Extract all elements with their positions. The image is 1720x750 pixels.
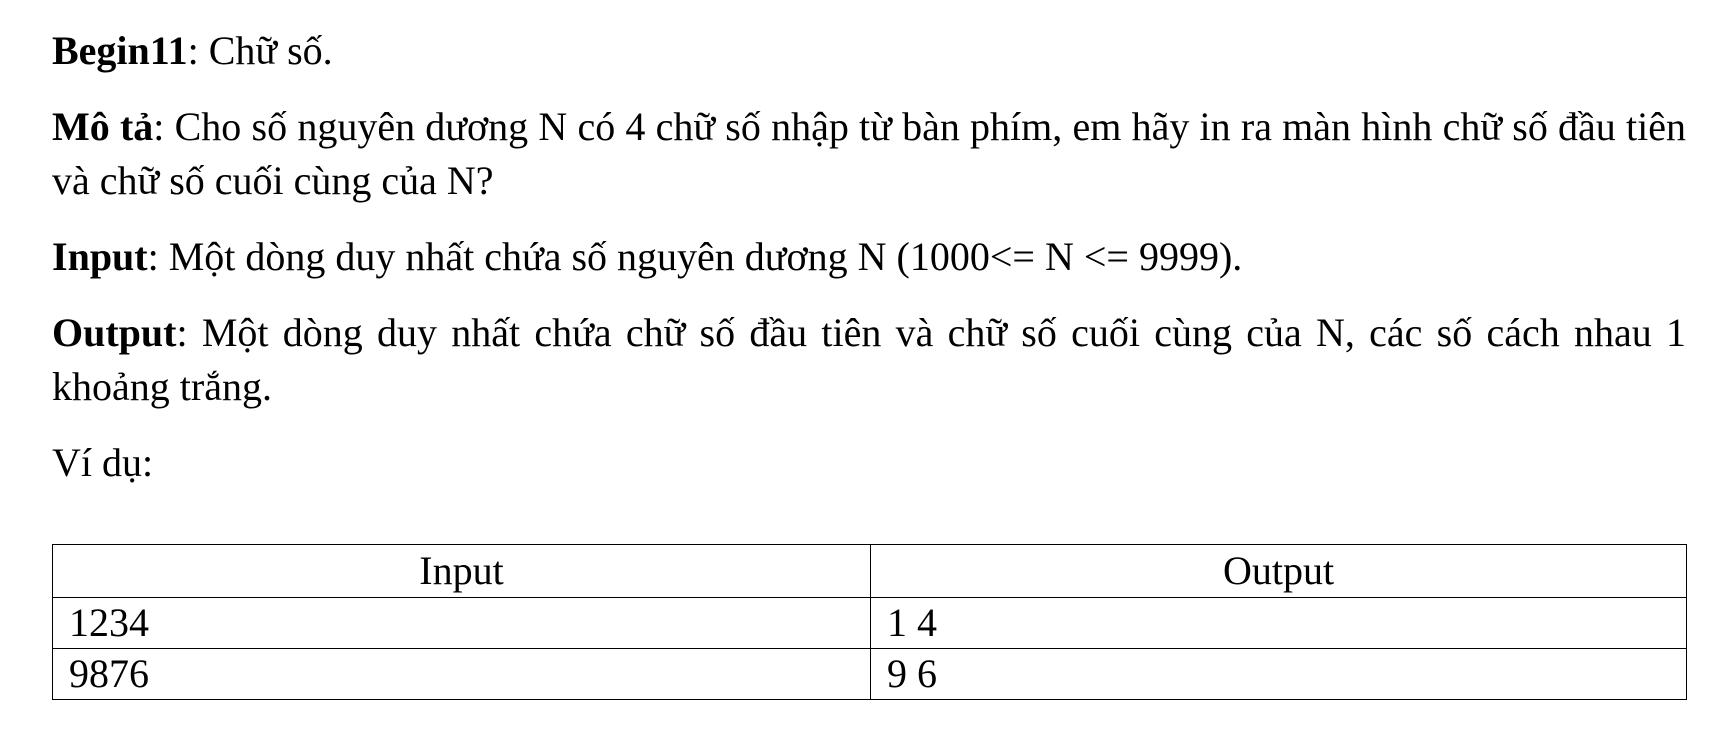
table-header-input: Input [53, 545, 871, 598]
description-text: : Cho số nguyên dương N có 4 chữ số nhập từ bàn phím, em hãy in ra màn hình chữ số đầu tiên và chữ số cuối cùng của N? [52, 104, 1686, 203]
table-cell-output: 9 6 [871, 649, 1687, 700]
problem-title [52, 24, 1686, 78]
table-cell-output: 1 4 [871, 598, 1687, 649]
output-spec-text: : Một dòng duy nhất chứa chữ số đầu tiên và chữ số cuối cùng của N, các số cách nhau 1 khoảng trắng. [52, 310, 1686, 409]
examples-table [52, 544, 1687, 700]
table-cell-input: 9876 [53, 649, 871, 700]
output-spec-label: Output [52, 310, 177, 355]
input-spec-label: Input [52, 234, 148, 279]
table-row [53, 598, 1687, 649]
table-cell-input: 1234 [53, 598, 871, 649]
problem-title-label: Begin11 [52, 28, 188, 73]
description-label: Mô tả [52, 104, 154, 149]
table-header-row [53, 545, 1687, 598]
problem-title-text: : Chữ số. [187, 28, 333, 73]
input-spec-text: : Một dòng duy nhất chứa số nguyên dương N (1000<= N <= 9999). [147, 234, 1243, 279]
problem-description [52, 100, 1686, 208]
output-specification [52, 306, 1686, 414]
table-row [53, 649, 1687, 700]
example-heading: Ví dụ: [52, 440, 154, 485]
table-header-output: Output [871, 545, 1687, 598]
input-specification [52, 230, 1686, 284]
